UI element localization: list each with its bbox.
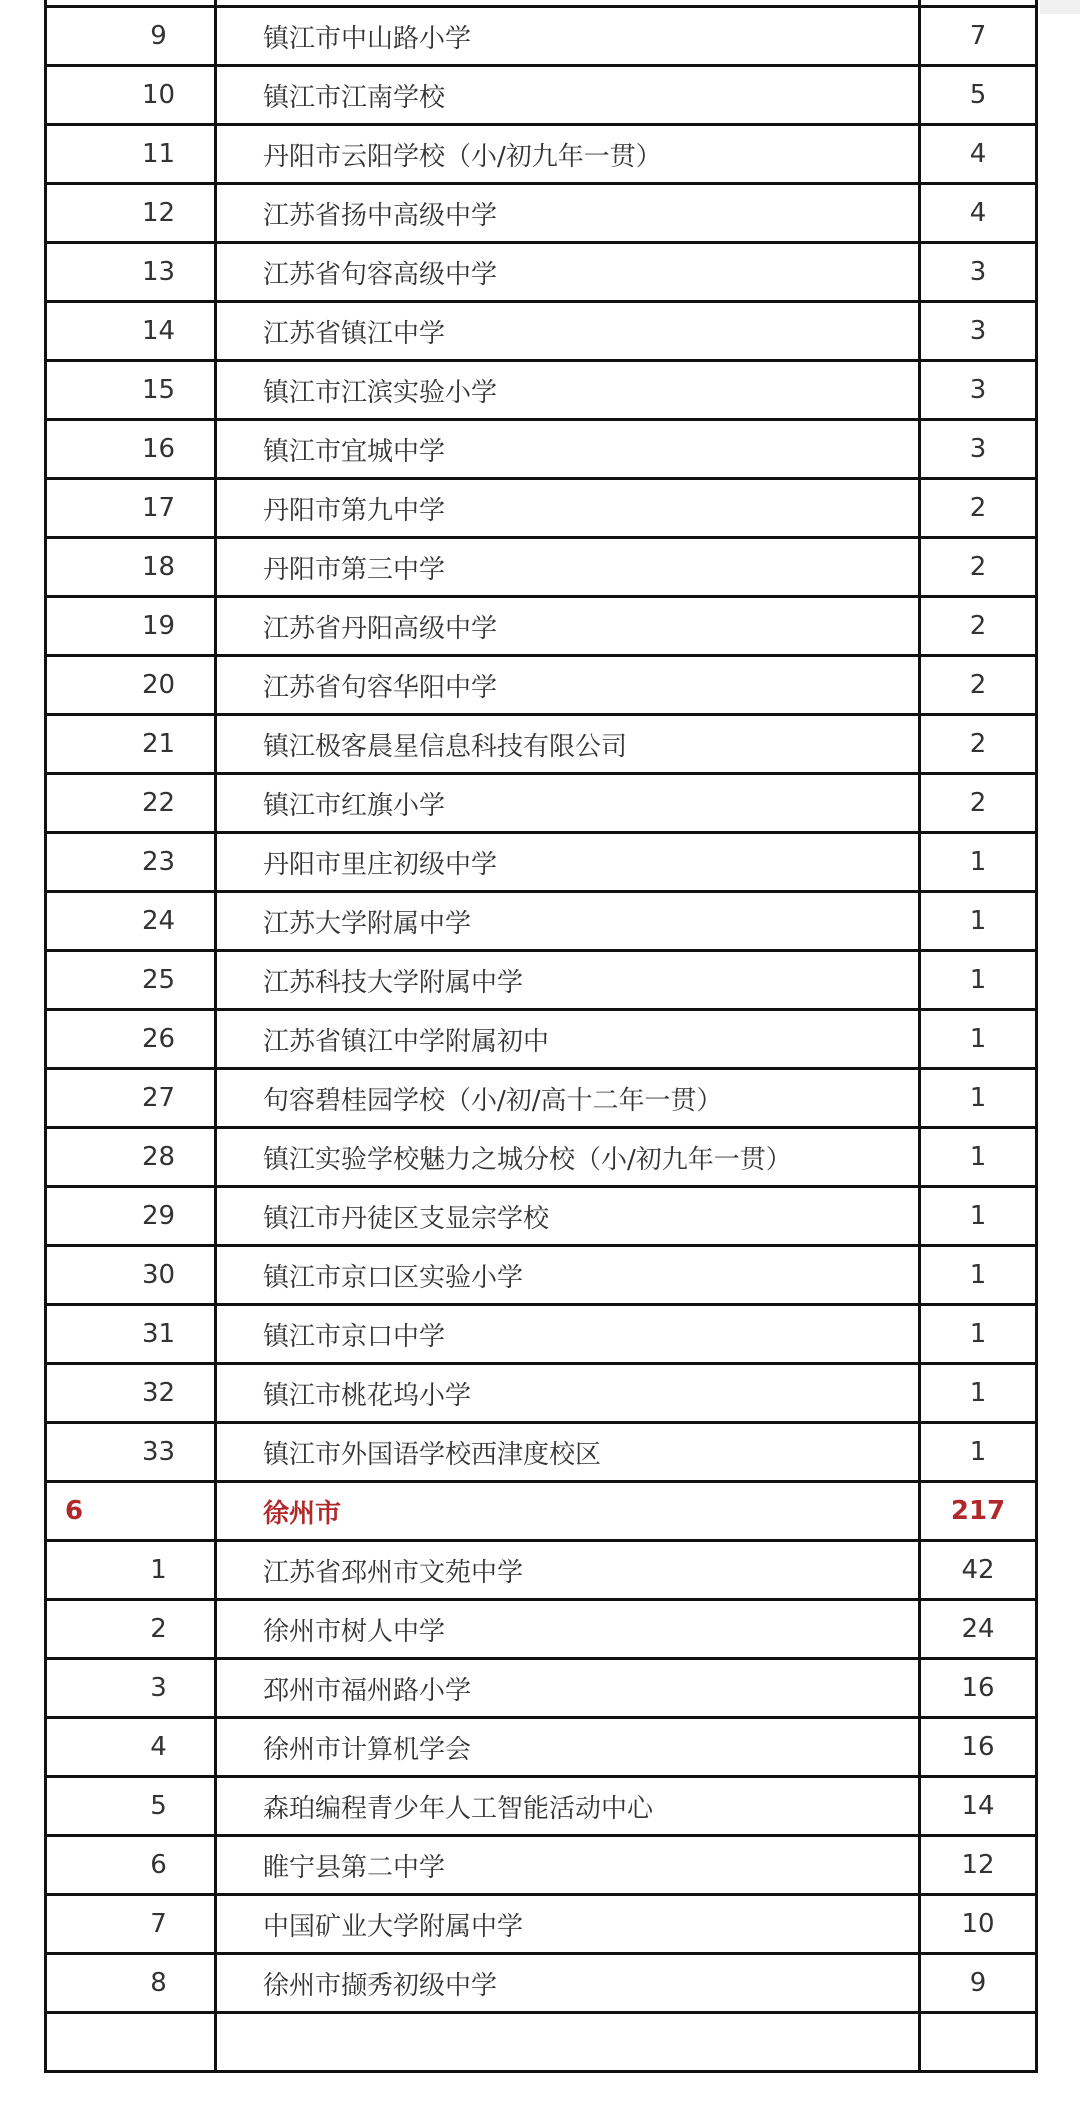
count: 12 [920,1836,1037,1895]
table-row [46,1600,1037,1659]
count: 2 [920,479,1037,538]
count: 2 [920,656,1037,715]
table-row [46,1777,1037,1836]
school-name [216,2013,920,2072]
school-name: 丹阳市里庄初级中学 [216,833,920,892]
row-number: 28 [46,1128,216,1187]
row-number: 25 [46,951,216,1010]
row-number: 17 [46,479,216,538]
table-row [46,7,1037,66]
count: 1 [920,1187,1037,1246]
table-row [46,715,1037,774]
table-row [46,361,1037,420]
school-name: 徐州市撷秀初级中学 [216,1954,920,2013]
row-number: 31 [46,1305,216,1364]
table-row [46,538,1037,597]
school-name: 江苏省镇江中学附属初中 [216,1010,920,1069]
school-name: 邳州市福州路小学 [216,1659,920,1718]
table-row [46,951,1037,1010]
school-name: 江苏省句容高级中学 [216,243,920,302]
table-row [46,1010,1037,1069]
school-name: 镇江极客晨星信息科技有限公司 [216,715,920,774]
count: 1 [920,892,1037,951]
row-number: 13 [46,243,216,302]
row-number: 2 [46,1600,216,1659]
school-name: 镇江市宜城中学 [216,420,920,479]
row-number: 3 [46,1659,216,1718]
table-row [46,66,1037,125]
count: 1 [920,951,1037,1010]
school-name: 镇江市江滨实验小学 [216,361,920,420]
count: 3 [920,361,1037,420]
table-row [46,420,1037,479]
table-row [46,2013,1037,2072]
row-number: 18 [46,538,216,597]
count: 3 [920,420,1037,479]
row-number: 10 [46,66,216,125]
table-row [46,1895,1037,1954]
city-row [46,1482,1037,1541]
table-row [46,1187,1037,1246]
count: 24 [920,1600,1037,1659]
count: 1 [920,1246,1037,1305]
school-name: 镇江市京口中学 [216,1305,920,1364]
school-name: 镇江市江南学校 [216,66,920,125]
table-row [46,833,1037,892]
count: 217 [920,1482,1037,1541]
row-number: 5 [46,1777,216,1836]
row-number: 16 [46,420,216,479]
row-number: 7 [46,1895,216,1954]
row-number: 11 [46,125,216,184]
school-name: 丹阳市云阳学校（小/初九年一贯） [216,125,920,184]
count: 3 [920,302,1037,361]
school-name: 丹阳市第三中学 [216,538,920,597]
school-name: 江苏大学附属中学 [216,892,920,951]
count: 1 [920,1305,1037,1364]
count: 1 [920,1364,1037,1423]
table-row [46,1069,1037,1128]
row-number: 33 [46,1423,216,1482]
row-number: 23 [46,833,216,892]
count: 1 [920,1128,1037,1187]
table-row [46,479,1037,538]
table-row [46,125,1037,184]
row-number: 24 [46,892,216,951]
school-name: 镇江市中山路小学 [216,7,920,66]
school-name: 镇江市桃花坞小学 [216,1364,920,1423]
table-row [46,1659,1037,1718]
school-name: 江苏省扬中高级中学 [216,184,920,243]
row-number: 21 [46,715,216,774]
row-number: 32 [46,1364,216,1423]
school-name: 江苏省镇江中学 [216,302,920,361]
row-number: 27 [46,1069,216,1128]
table-row [46,184,1037,243]
count: 1 [920,1010,1037,1069]
count: 7 [920,7,1037,66]
table-row [46,1836,1037,1895]
school-name: 丹阳市第九中学 [216,479,920,538]
row-number: 9 [46,7,216,66]
count: 3 [920,243,1037,302]
row-number [46,2013,216,2072]
row-number: 4 [46,1718,216,1777]
row-number: 22 [46,774,216,833]
table-row [46,1305,1037,1364]
row-number: 26 [46,1010,216,1069]
row-number: 12 [46,184,216,243]
table-row [46,1718,1037,1777]
school-name: 镇江实验学校魅力之城分校（小/初九年一贯） [216,1128,920,1187]
school-name: 江苏科技大学附属中学 [216,951,920,1010]
school-name: 镇江市外国语学校西津度校区 [216,1423,920,1482]
row-number: 6 [46,1482,216,1541]
table-row [46,1128,1037,1187]
count: 4 [920,125,1037,184]
school-name: 中国矿业大学附属中学 [216,1895,920,1954]
table-row [46,1364,1037,1423]
school-name: 镇江市京口区实验小学 [216,1246,920,1305]
row-number: 6 [46,1836,216,1895]
table-row [46,1954,1037,2013]
school-name: 森珀编程青少年人工智能活动中心 [216,1777,920,1836]
count: 2 [920,538,1037,597]
row-number: 29 [46,1187,216,1246]
table-row [46,1541,1037,1600]
row-number: 14 [46,302,216,361]
count: 42 [920,1541,1037,1600]
row-number: 8 [46,1954,216,2013]
table-row [46,892,1037,951]
school-name: 镇江市丹徒区支显宗学校 [216,1187,920,1246]
count: 14 [920,1777,1037,1836]
table-row [46,656,1037,715]
school-name: 镇江市红旗小学 [216,774,920,833]
table-row [46,243,1037,302]
count: 1 [920,833,1037,892]
school-name: 徐州市 [216,1482,920,1541]
school-name: 徐州市树人中学 [216,1600,920,1659]
count: 16 [920,1718,1037,1777]
school-name: 江苏省句容华阳中学 [216,656,920,715]
row-number: 15 [46,361,216,420]
table-row [46,302,1037,361]
count: 4 [920,184,1037,243]
row-number: 19 [46,597,216,656]
row-number: 30 [46,1246,216,1305]
count: 2 [920,715,1037,774]
count: 16 [920,1659,1037,1718]
table-row [46,1246,1037,1305]
count [920,2013,1037,2072]
count: 9 [920,1954,1037,2013]
count: 2 [920,597,1037,656]
count: 1 [920,1069,1037,1128]
row-number: 20 [46,656,216,715]
page-edge [1040,0,1080,14]
row-number: 1 [46,1541,216,1600]
count: 2 [920,774,1037,833]
school-name: 睢宁县第二中学 [216,1836,920,1895]
count: 10 [920,1895,1037,1954]
table-row [46,774,1037,833]
count: 5 [920,66,1037,125]
school-name: 江苏省丹阳高级中学 [216,597,920,656]
school-name: 徐州市计算机学会 [216,1718,920,1777]
count: 1 [920,1423,1037,1482]
award-table [44,0,1038,2073]
table-row [46,1423,1037,1482]
table-row [46,597,1037,656]
school-name: 江苏省邳州市文苑中学 [216,1541,920,1600]
school-name: 句容碧桂园学校（小/初/高十二年一贯） [216,1069,920,1128]
